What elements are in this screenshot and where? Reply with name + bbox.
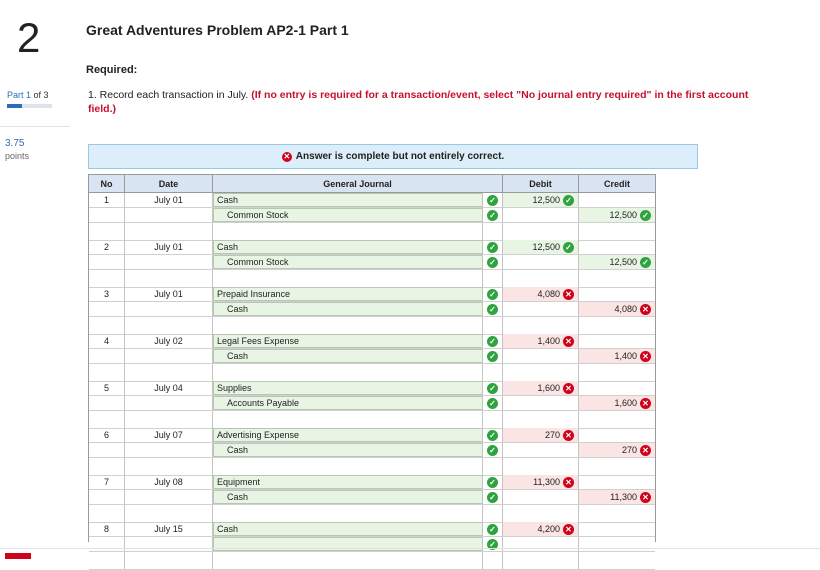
- entry-number-blank: [89, 443, 125, 457]
- correct-check-icon: ✓: [487, 477, 498, 488]
- credit-amount-field[interactable]: [579, 349, 655, 363]
- debit-amount-field[interactable]: [503, 475, 579, 489]
- debit-line: [89, 428, 655, 443]
- part-of-label: of 3: [33, 90, 49, 100]
- entry-date-blank: [125, 490, 213, 504]
- debit-account-field[interactable]: Cash: [213, 522, 483, 536]
- debit-amount-field-value: 4,080: [537, 289, 560, 299]
- credit-line: [89, 490, 655, 505]
- account-status: [483, 381, 503, 395]
- part-progress-bar: [7, 104, 52, 108]
- journal-entry: [89, 522, 655, 569]
- credit-account-field[interactable]: Cash: [213, 302, 483, 316]
- debit-amount-field-value: 1,400: [537, 336, 560, 346]
- debit-amount-field[interactable]: [503, 490, 579, 504]
- credit-amount-field-value: 1,600: [614, 398, 637, 408]
- debit-amount-field[interactable]: [503, 240, 579, 254]
- entry-number-blank: [89, 255, 125, 269]
- credit-amount-field[interactable]: [579, 381, 655, 395]
- debit-amount-field-value: 4,200: [537, 524, 560, 534]
- incorrect-x-icon: ✕: [640, 351, 651, 362]
- entry-number-blank: [89, 490, 125, 504]
- debit-account-field[interactable]: Advertising Expense: [213, 428, 483, 442]
- header-credit: Credit: [603, 178, 630, 189]
- credit-amount-field-value: 1,400: [614, 351, 637, 361]
- credit-line: [89, 255, 655, 270]
- debit-line: [89, 193, 655, 208]
- account-status: [483, 490, 503, 504]
- credit-line: [89, 396, 655, 411]
- footer-divider: [0, 548, 820, 549]
- debit-amount-field[interactable]: [503, 334, 579, 348]
- correct-check-icon: ✓: [487, 210, 498, 221]
- points-label: points: [5, 151, 30, 161]
- journal-entry: [89, 193, 655, 240]
- debit-amount-field[interactable]: [503, 255, 579, 269]
- footer-badge: [5, 553, 31, 559]
- debit-amount-field[interactable]: [503, 522, 579, 536]
- debit-amount-field-value: 12,500: [532, 195, 560, 205]
- debit-account-field[interactable]: Legal Fees Expense: [213, 334, 483, 348]
- correct-check-icon: ✓: [563, 195, 574, 206]
- credit-line: [89, 537, 655, 552]
- incorrect-x-icon: ✕: [563, 383, 574, 394]
- instruction-main: 1. Record each transaction in July.: [88, 89, 249, 101]
- entry-spacer: [89, 505, 655, 523]
- account-status: [483, 443, 503, 457]
- credit-amount-field[interactable]: [579, 302, 655, 316]
- account-status: [483, 522, 503, 536]
- incorrect-x-icon: ✕: [563, 289, 574, 300]
- credit-account-field[interactable]: Cash: [213, 443, 483, 457]
- entry-number: 3: [89, 287, 125, 301]
- entry-date-blank: [125, 349, 213, 363]
- credit-amount-field[interactable]: [579, 334, 655, 348]
- entry-spacer: [89, 458, 655, 476]
- journal-entry: [89, 381, 655, 428]
- entry-date[interactable]: July 01: [125, 287, 213, 301]
- entry-date[interactable]: July 04: [125, 381, 213, 395]
- debit-line: [89, 522, 655, 537]
- credit-line: [89, 208, 655, 223]
- debit-amount-field[interactable]: [503, 302, 579, 316]
- debit-account-field[interactable]: Cash: [213, 193, 483, 207]
- debit-line: [89, 475, 655, 490]
- entry-spacer: [89, 317, 655, 335]
- correct-check-icon: ✓: [487, 351, 498, 362]
- correct-check-icon: ✓: [640, 210, 651, 221]
- entry-date[interactable]: July 08: [125, 475, 213, 489]
- correct-check-icon: ✓: [487, 539, 498, 550]
- incorrect-x-icon: ✕: [563, 430, 574, 441]
- correct-check-icon: ✓: [487, 445, 498, 456]
- debit-line: [89, 287, 655, 302]
- credit-amount-field-value: 12,500: [609, 257, 637, 267]
- account-status: [483, 287, 503, 301]
- entry-spacer: [89, 270, 655, 288]
- journal-entry: [89, 428, 655, 475]
- correct-check-icon: ✓: [487, 430, 498, 441]
- incorrect-x-icon: ✕: [563, 524, 574, 535]
- correct-check-icon: ✓: [487, 398, 498, 409]
- incorrect-x-icon: ✕: [640, 304, 651, 315]
- correct-check-icon: ✓: [487, 524, 498, 535]
- entry-spacer: [89, 364, 655, 382]
- debit-amount-field-value: 1,600: [537, 383, 560, 393]
- journal-entry: [89, 475, 655, 522]
- account-status: [483, 240, 503, 254]
- journal-table: [88, 174, 656, 549]
- credit-amount-field-value: 270: [621, 445, 637, 455]
- entry-number-blank: [89, 302, 125, 316]
- instruction-text: [88, 88, 778, 116]
- debit-amount-field-value: 12,500: [532, 242, 560, 252]
- credit-amount-field-value: 12,500: [609, 210, 637, 220]
- journal-entry: [89, 240, 655, 287]
- table-header: [89, 174, 655, 193]
- correct-check-icon: ✓: [487, 336, 498, 347]
- correct-check-icon: ✓: [487, 242, 498, 253]
- journal-entry: [89, 287, 655, 334]
- debit-account-field[interactable]: Equipment: [213, 475, 483, 489]
- credit-amount-field-value: 11,300: [610, 492, 637, 502]
- credit-account-field[interactable]: Common Stock: [213, 255, 483, 269]
- journal-rows: [89, 193, 655, 569]
- account-status: [483, 349, 503, 363]
- header-date: Date: [125, 175, 213, 192]
- account-status: [483, 334, 503, 348]
- incorrect-x-icon: ✕: [640, 398, 651, 409]
- debit-account-field[interactable]: Cash: [213, 240, 483, 254]
- debit-line: [89, 381, 655, 396]
- credit-account-field[interactable]: Cash: [213, 349, 483, 363]
- correct-check-icon: ✓: [563, 242, 574, 253]
- debit-account-field[interactable]: Supplies: [213, 381, 483, 395]
- incorrect-icon: ✕: [283, 151, 291, 161]
- entry-date-blank: [125, 443, 213, 457]
- credit-amount-field[interactable]: [579, 208, 655, 222]
- entry-date[interactable]: July 01: [125, 193, 213, 207]
- correct-check-icon: ✓: [487, 492, 498, 503]
- journal-entry: [89, 334, 655, 381]
- credit-amount-field-value: 4,080: [614, 304, 637, 314]
- account-status: [483, 208, 503, 222]
- incorrect-x-icon: ✕: [640, 492, 651, 503]
- account-status: [483, 302, 503, 316]
- entry-number: 1: [89, 193, 125, 207]
- header-general-journal: General Journal: [213, 175, 503, 192]
- credit-amount-field[interactable]: [579, 490, 655, 504]
- instruction-note: (If no entry is required for a transaction/event, select "No journal entry required" in the first account field.): [88, 89, 749, 115]
- account-status: [483, 428, 503, 442]
- entry-spacer: [89, 223, 655, 241]
- debit-line: [89, 240, 655, 255]
- credit-amount-field[interactable]: [579, 240, 655, 254]
- debit-amount-field-value: 270: [544, 430, 560, 440]
- incorrect-x-icon: ✕: [563, 336, 574, 347]
- correct-check-icon: ✓: [487, 289, 498, 300]
- credit-amount-field[interactable]: [579, 475, 655, 489]
- entry-date-blank: [125, 208, 213, 222]
- correct-check-icon: ✓: [487, 195, 498, 206]
- header-debit: Debit: [503, 175, 579, 192]
- debit-amount-field-value: 11,300: [533, 477, 560, 487]
- debit-amount-field[interactable]: [503, 443, 579, 457]
- entry-number: 2: [89, 240, 125, 254]
- incorrect-x-icon: ✕: [563, 477, 574, 488]
- credit-line: [89, 349, 655, 364]
- part-label: Part 1: [7, 90, 32, 100]
- debit-amount-field[interactable]: [503, 208, 579, 222]
- entry-number: 7: [89, 475, 125, 489]
- entry-number: 8: [89, 522, 125, 536]
- entry-number: 6: [89, 428, 125, 442]
- entry-date[interactable]: July 15: [125, 522, 213, 536]
- debit-account-field[interactable]: Prepaid Insurance: [213, 287, 483, 301]
- question-number: 2: [17, 14, 41, 61]
- banner-text: Answer is complete but not entirely correct.: [295, 151, 505, 162]
- credit-amount-field[interactable]: [579, 522, 655, 536]
- credit-account-field[interactable]: Common Stock: [213, 208, 483, 222]
- account-status: [483, 475, 503, 489]
- credit-account-field[interactable]: Cash: [213, 490, 483, 504]
- entry-spacer: [89, 552, 655, 570]
- debit-line: [89, 334, 655, 349]
- entry-date[interactable]: July 02: [125, 334, 213, 348]
- correct-check-icon: ✓: [487, 383, 498, 394]
- entry-number-blank: [89, 208, 125, 222]
- required-label: Required:: [86, 64, 138, 76]
- debit-amount-field[interactable]: [503, 428, 579, 442]
- correct-check-icon: ✓: [487, 257, 498, 268]
- credit-amount-field[interactable]: [579, 255, 655, 269]
- credit-amount-field[interactable]: [579, 396, 655, 410]
- points-value: 3.75: [5, 138, 25, 149]
- part-indicator: [7, 90, 49, 100]
- entry-number: 4: [89, 334, 125, 348]
- entry-number-blank: [89, 396, 125, 410]
- entry-spacer: [89, 411, 655, 429]
- credit-amount-field[interactable]: [579, 443, 655, 457]
- correct-check-icon: ✓: [640, 257, 651, 268]
- entry-date-blank: [125, 255, 213, 269]
- credit-account-field[interactable]: Accounts Payable: [213, 396, 483, 410]
- credit-line: [89, 302, 655, 317]
- answer-status-banner: [88, 144, 698, 169]
- entry-date-blank: [125, 302, 213, 316]
- credit-amount-field[interactable]: [579, 287, 655, 301]
- sidebar-divider: [0, 126, 70, 127]
- account-status: [483, 396, 503, 410]
- debit-amount-field[interactable]: [503, 381, 579, 395]
- entry-number: 5: [89, 381, 125, 395]
- debit-amount-field[interactable]: [503, 349, 579, 363]
- entry-date-blank: [125, 396, 213, 410]
- entry-date[interactable]: July 01: [125, 240, 213, 254]
- debit-amount-field[interactable]: [503, 396, 579, 410]
- credit-amount-field[interactable]: [579, 193, 655, 207]
- credit-line: [89, 443, 655, 458]
- debit-amount-field[interactable]: [503, 287, 579, 301]
- header-no: No: [89, 175, 125, 192]
- page-title: Great Adventures Problem AP2-1 Part 1: [86, 22, 349, 38]
- account-status: [483, 193, 503, 207]
- incorrect-x-icon: ✕: [640, 445, 651, 456]
- entry-date[interactable]: July 07: [125, 428, 213, 442]
- credit-amount-field[interactable]: [579, 428, 655, 442]
- correct-check-icon: ✓: [487, 304, 498, 315]
- account-status: [483, 255, 503, 269]
- entry-number-blank: [89, 349, 125, 363]
- debit-amount-field[interactable]: [503, 193, 579, 207]
